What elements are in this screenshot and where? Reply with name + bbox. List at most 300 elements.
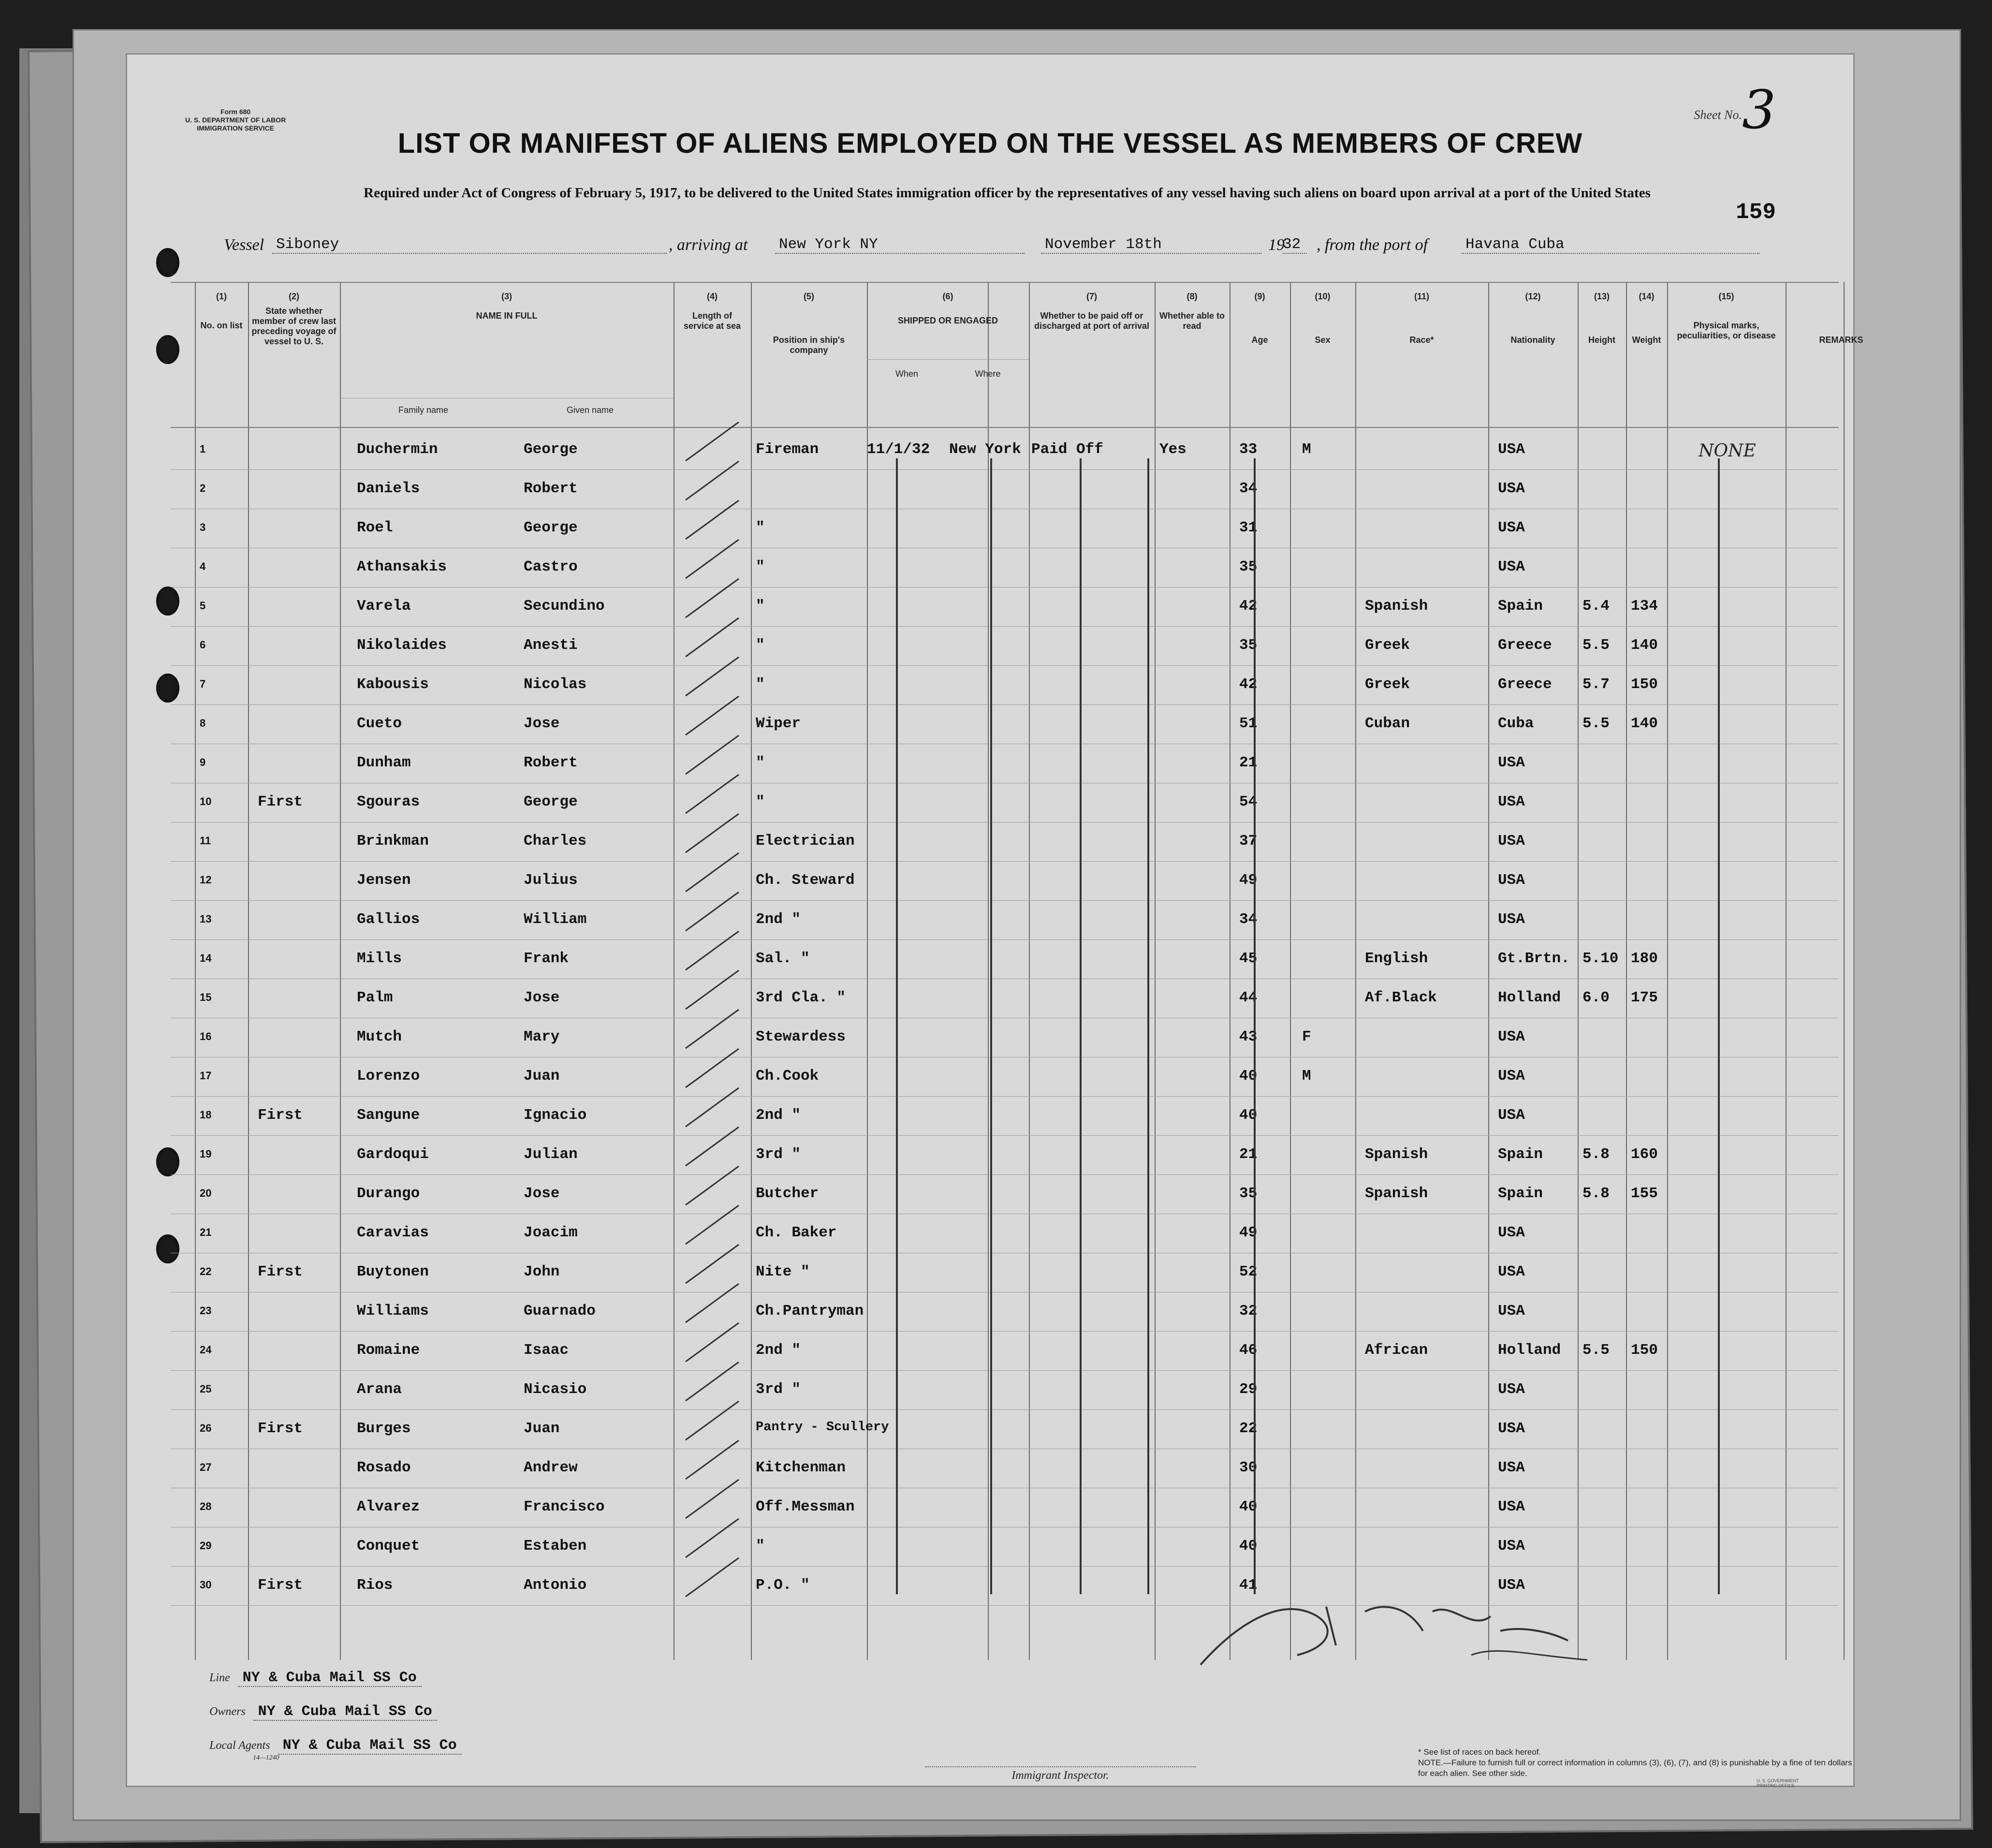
family-name: Alvarez bbox=[357, 1498, 420, 1515]
given-name: Joacim bbox=[524, 1224, 578, 1241]
position: 2nd " bbox=[756, 1107, 801, 1124]
column-header-c7: Whether to be paid off or discharged at port of arrival bbox=[1034, 311, 1150, 331]
race: Cuban bbox=[1365, 715, 1410, 732]
family-name: Conquet bbox=[357, 1538, 420, 1555]
column-number-c5: (5) bbox=[804, 292, 814, 301]
printer-mark: U. S. GOVERNMENT PRINTING OFFICE bbox=[1757, 1778, 1799, 1788]
nationality: Spain bbox=[1498, 1146, 1543, 1163]
service-tick-mark bbox=[683, 1399, 741, 1442]
ditto-line-paid bbox=[1080, 458, 1082, 1594]
age: 35 bbox=[1239, 1185, 1258, 1202]
given-name: Frank bbox=[524, 950, 569, 967]
service-tick-mark bbox=[683, 1477, 741, 1521]
column-header-c14: Weight bbox=[1632, 335, 1661, 345]
age: 40 bbox=[1239, 1068, 1258, 1085]
voyage-cell: First bbox=[258, 1420, 303, 1437]
row-number: 4 bbox=[200, 560, 206, 572]
family-name: Lorenzo bbox=[357, 1068, 420, 1085]
nationality: USA bbox=[1498, 1068, 1525, 1085]
nationality: USA bbox=[1498, 1028, 1525, 1045]
age: 37 bbox=[1239, 833, 1258, 850]
vessel-line bbox=[224, 236, 1771, 265]
position: Fireman bbox=[756, 441, 819, 458]
age: 43 bbox=[1239, 1028, 1258, 1045]
position: Ch.Cook bbox=[756, 1068, 819, 1085]
weight: 180 bbox=[1631, 950, 1658, 967]
age: 31 bbox=[1239, 519, 1258, 536]
given-name: George bbox=[524, 441, 578, 458]
physical-marks: NONE bbox=[1699, 441, 1756, 461]
agents-value: NY & Cuba Mail SS Co bbox=[278, 1737, 462, 1755]
weight: 160 bbox=[1631, 1146, 1658, 1163]
line-value: NY & Cuba Mail SS Co bbox=[238, 1670, 422, 1687]
column-number-c1: (1) bbox=[216, 292, 227, 301]
row-number: 20 bbox=[200, 1187, 212, 1199]
family-name: Gallios bbox=[357, 911, 420, 928]
family-name: Durango bbox=[357, 1185, 420, 1202]
given-name: Julius bbox=[524, 872, 578, 889]
service-tick-mark bbox=[683, 694, 741, 737]
ditto-line-read bbox=[1147, 458, 1149, 1594]
nationality: USA bbox=[1498, 911, 1525, 928]
ditto-line-marks bbox=[1718, 458, 1720, 1594]
manifest-sheet bbox=[126, 53, 1863, 1788]
row-number: 13 bbox=[200, 913, 212, 925]
weight: 134 bbox=[1631, 598, 1658, 615]
year-prefix: 19 bbox=[1268, 236, 1285, 254]
manifest-footer bbox=[209, 1660, 1852, 1788]
age: 49 bbox=[1239, 1224, 1258, 1241]
nationality: USA bbox=[1498, 558, 1525, 575]
family-name: Burges bbox=[357, 1420, 411, 1437]
given-name: Robert bbox=[524, 754, 578, 771]
service-tick-mark bbox=[683, 1085, 741, 1129]
owners-label: Owners bbox=[209, 1705, 246, 1718]
nationality: USA bbox=[1498, 480, 1525, 497]
row-number: 21 bbox=[200, 1226, 212, 1238]
race: English bbox=[1365, 950, 1428, 967]
column-header-c6: SHIPPED OR ENGAGED bbox=[897, 316, 998, 325]
given-name: Secundino bbox=[524, 598, 605, 615]
nationality: USA bbox=[1498, 872, 1525, 889]
nationality: Spain bbox=[1498, 1185, 1543, 1202]
service-tick-mark bbox=[683, 1046, 741, 1090]
family-name: Cueto bbox=[357, 715, 402, 732]
family-name: Brinkman bbox=[357, 833, 429, 850]
given-name: Jose bbox=[524, 715, 560, 732]
nationality: Spain bbox=[1498, 598, 1543, 615]
nationality: USA bbox=[1498, 1224, 1525, 1241]
given-name: Andrew bbox=[524, 1459, 578, 1476]
nationality: Greece bbox=[1498, 637, 1552, 654]
line-row bbox=[209, 1670, 422, 1686]
column-number-c12: (12) bbox=[1525, 292, 1541, 301]
given-name: Julian bbox=[524, 1146, 578, 1163]
voyage-cell: First bbox=[258, 1577, 303, 1594]
column-subheader-c6b: Where bbox=[975, 369, 1001, 379]
year: 32 bbox=[1283, 236, 1307, 254]
service-tick-mark bbox=[683, 772, 741, 816]
service-tick-mark bbox=[683, 420, 741, 463]
row-number: 19 bbox=[200, 1148, 212, 1160]
ditto-line-when bbox=[896, 458, 898, 1594]
position: 3rd Cla. " bbox=[756, 989, 846, 1006]
age: 30 bbox=[1239, 1459, 1258, 1476]
row-number: 30 bbox=[200, 1579, 212, 1591]
service-tick-mark bbox=[683, 1242, 741, 1286]
age: 35 bbox=[1239, 558, 1258, 575]
voyage-cell: First bbox=[258, 1263, 303, 1280]
height: 5.5 bbox=[1582, 715, 1610, 732]
column-subheader-c3b: Given name bbox=[566, 405, 614, 415]
service-tick-mark bbox=[683, 811, 741, 855]
position: Electrician bbox=[756, 833, 855, 850]
position: 2nd " bbox=[756, 1342, 801, 1359]
given-name: Francisco bbox=[524, 1498, 605, 1515]
nationality: USA bbox=[1498, 1263, 1525, 1280]
nationality: USA bbox=[1498, 1381, 1525, 1398]
race-note: * See list of races on back hereof. bbox=[1418, 1747, 1541, 1757]
family-name: Daniels bbox=[357, 480, 420, 497]
sheet-number: 3 bbox=[1742, 79, 1776, 141]
weight: 150 bbox=[1631, 676, 1658, 693]
ditto-line-where bbox=[990, 458, 992, 1594]
arriving-port: New York NY bbox=[775, 236, 1025, 254]
service-tick-mark bbox=[683, 1516, 741, 1560]
nationality: Greece bbox=[1498, 676, 1552, 693]
nationality: USA bbox=[1498, 1420, 1525, 1437]
family-name: Athansakis bbox=[357, 558, 447, 575]
row-number: 5 bbox=[200, 600, 206, 612]
departure-port: Havana Cuba bbox=[1462, 236, 1759, 254]
given-name: Mary bbox=[524, 1028, 560, 1045]
family-name: Mills bbox=[357, 950, 402, 967]
column-number-c15: (15) bbox=[1718, 292, 1734, 301]
row-number: 9 bbox=[200, 756, 206, 768]
row-number: 3 bbox=[200, 521, 206, 533]
service-tick-mark bbox=[683, 1320, 741, 1364]
age: 44 bbox=[1239, 989, 1258, 1006]
family-name: Palm bbox=[357, 989, 393, 1006]
age: 40 bbox=[1239, 1498, 1258, 1515]
footer-notes bbox=[1418, 1747, 1853, 1779]
column-header-c11: Race* bbox=[1409, 335, 1434, 345]
row-number: 25 bbox=[200, 1383, 212, 1395]
service-tick-mark bbox=[683, 1203, 741, 1247]
age: 52 bbox=[1239, 1263, 1258, 1280]
age: 51 bbox=[1239, 715, 1258, 732]
family-name: Mutch bbox=[357, 1028, 402, 1045]
position: " bbox=[756, 519, 765, 536]
row-number: 6 bbox=[200, 639, 206, 651]
family-name: Rios bbox=[357, 1577, 393, 1594]
crew-table bbox=[127, 282, 1863, 1660]
weight: 140 bbox=[1631, 637, 1658, 654]
age: 40 bbox=[1239, 1107, 1258, 1124]
family-name: Rosado bbox=[357, 1459, 411, 1476]
voyage-cell: First bbox=[258, 793, 303, 810]
age: 34 bbox=[1239, 911, 1258, 928]
service-tick-mark bbox=[683, 733, 741, 777]
height: 5.8 bbox=[1582, 1185, 1610, 1202]
line-label: Line bbox=[209, 1672, 230, 1684]
page-title: LIST OR MANIFEST OF ALIENS EMPLOYED ON THE VESSEL AS MEMBERS OF CREW bbox=[397, 128, 1583, 159]
position: Ch. Steward bbox=[756, 872, 855, 889]
nationality: USA bbox=[1498, 754, 1525, 771]
sex: M bbox=[1302, 1068, 1311, 1085]
age: 22 bbox=[1239, 1420, 1258, 1437]
column-header-c3: NAME IN FULL bbox=[476, 311, 538, 321]
nationality: Holland bbox=[1498, 989, 1561, 1006]
owners-value: NY & Cuba Mail SS Co bbox=[253, 1703, 437, 1721]
age: 49 bbox=[1239, 872, 1258, 889]
height: 5.7 bbox=[1582, 676, 1610, 693]
row-number: 14 bbox=[200, 952, 212, 964]
family-name: Kabousis bbox=[357, 676, 429, 693]
row-number: 23 bbox=[200, 1305, 212, 1317]
nationality: USA bbox=[1498, 1107, 1525, 1124]
given-name: Juan bbox=[524, 1420, 560, 1437]
service-tick-mark bbox=[683, 1125, 741, 1168]
age: 46 bbox=[1239, 1342, 1258, 1359]
nationality: USA bbox=[1498, 793, 1525, 810]
penalty-note: NOTE.—Failure to furnish full or correct information in columns (3), (6), (7), and (8) is punishable by a fine of ten dollars for each alien. See other side. bbox=[1418, 1758, 1852, 1778]
height: 5.10 bbox=[1582, 950, 1619, 967]
paid-off: Paid Off bbox=[1031, 441, 1103, 458]
age: 35 bbox=[1239, 637, 1258, 654]
voyage-cell: First bbox=[258, 1107, 303, 1124]
service-tick-mark bbox=[683, 459, 741, 502]
page-subtitle: Required under Act of Congress of February 5, 1917, to be delivered to the United States immigration officer by the representatives of any vessel having such aliens on board upon arrival at a port of the United States bbox=[364, 185, 1651, 201]
column-number-c11: (11) bbox=[1414, 292, 1430, 301]
family-name: Jensen bbox=[357, 872, 411, 889]
row-number: 1 bbox=[200, 443, 206, 455]
row-number: 18 bbox=[200, 1109, 212, 1121]
given-name: Estaben bbox=[524, 1538, 587, 1555]
column-number-c4: (4) bbox=[707, 292, 718, 301]
nationality: USA bbox=[1498, 441, 1525, 458]
nationality: USA bbox=[1498, 1303, 1525, 1320]
family-name: Buytonen bbox=[357, 1263, 429, 1280]
position: Nite " bbox=[756, 1263, 810, 1280]
given-name: Nicolas bbox=[524, 676, 587, 693]
family-name: Arana bbox=[357, 1381, 402, 1398]
column-subheader-c3a: Family name bbox=[398, 405, 449, 415]
race: Greek bbox=[1365, 637, 1410, 654]
row-number: 10 bbox=[200, 795, 212, 807]
row-number: 17 bbox=[200, 1070, 212, 1082]
given-name: Castro bbox=[524, 558, 578, 575]
column-header-c4: Length of service at sea bbox=[683, 311, 741, 331]
service-tick-mark bbox=[683, 616, 741, 659]
given-name: Isaac bbox=[524, 1342, 569, 1359]
service-tick-mark bbox=[683, 851, 741, 894]
row-number: 16 bbox=[200, 1030, 212, 1042]
column-header-c5: Position in ship's company bbox=[773, 335, 845, 355]
position: 3rd " bbox=[756, 1381, 801, 1398]
nationality: Gt.Brtn. bbox=[1498, 950, 1570, 967]
age: 42 bbox=[1239, 676, 1258, 693]
row-number: 2 bbox=[200, 482, 206, 494]
position: Wiper bbox=[756, 715, 801, 732]
column-header-c9: Age bbox=[1251, 335, 1268, 345]
age: 21 bbox=[1239, 1146, 1258, 1163]
family-name: Varela bbox=[357, 598, 411, 615]
sex: M bbox=[1302, 441, 1311, 458]
row-number: 26 bbox=[200, 1422, 212, 1434]
weight: 140 bbox=[1631, 715, 1658, 732]
height: 5.5 bbox=[1582, 1342, 1610, 1359]
row-number: 27 bbox=[200, 1461, 212, 1473]
age: 34 bbox=[1239, 480, 1258, 497]
family-name: Caravias bbox=[357, 1224, 429, 1241]
nationality: USA bbox=[1498, 1577, 1525, 1594]
row-number: 11 bbox=[200, 835, 211, 847]
column-number-c7: (7) bbox=[1086, 292, 1097, 301]
position: P.O. " bbox=[756, 1577, 810, 1594]
nationality: USA bbox=[1498, 1498, 1525, 1515]
position: " bbox=[756, 754, 765, 771]
weight: 150 bbox=[1631, 1342, 1658, 1359]
vessel-name: Siboney bbox=[272, 236, 667, 254]
position: " bbox=[756, 558, 765, 575]
sheet-no-label: Sheet No. bbox=[1694, 108, 1742, 122]
position: Kitchenman bbox=[756, 1459, 846, 1476]
family-name: Roel bbox=[357, 519, 393, 536]
column-header-c12: Nationality bbox=[1510, 335, 1555, 345]
age: 42 bbox=[1239, 598, 1258, 615]
position: Ch.Pantryman bbox=[756, 1303, 864, 1320]
age: 33 bbox=[1239, 441, 1258, 458]
form-id: Form 680 U. S. DEPARTMENT OF LABOR IMMIGRATION SERVICE bbox=[185, 108, 286, 132]
arrival-date: November 18th bbox=[1041, 236, 1261, 254]
race: Spanish bbox=[1365, 1146, 1428, 1163]
age: 45 bbox=[1239, 950, 1258, 967]
age: 21 bbox=[1239, 754, 1258, 771]
header-rule bbox=[171, 427, 1839, 428]
owners-row bbox=[209, 1703, 437, 1720]
position: " bbox=[756, 598, 765, 615]
given-name: Jose bbox=[524, 989, 560, 1006]
column-subheader-c6a: When bbox=[895, 369, 919, 379]
position: Butcher bbox=[756, 1185, 819, 1202]
column-number-c6: (6) bbox=[942, 292, 953, 301]
race: Greek bbox=[1365, 676, 1410, 693]
row-number: 15 bbox=[200, 991, 212, 1003]
row-number: 28 bbox=[200, 1500, 212, 1512]
service-tick-mark bbox=[683, 1164, 741, 1207]
header-rule bbox=[171, 282, 1839, 283]
inspector-label: Immigrant Inspector. bbox=[925, 1766, 1196, 1782]
family-name: Romaine bbox=[357, 1342, 420, 1359]
able-to-read: Yes bbox=[1159, 441, 1186, 458]
weight: 155 bbox=[1631, 1185, 1658, 1202]
position: Pantry - Scullery bbox=[756, 1420, 889, 1435]
family-name: Sgouras bbox=[357, 793, 420, 810]
column-header-c16: REMARKS bbox=[1819, 335, 1863, 345]
column-number-c10: (10) bbox=[1315, 292, 1331, 301]
arriving-label: , arriving at bbox=[669, 236, 748, 254]
from-label: , from the port of bbox=[1317, 236, 1428, 254]
service-tick-mark bbox=[683, 1555, 741, 1599]
column-header-c2: State whether member of crew last preceding voyage of vessel to U. S. bbox=[251, 306, 337, 346]
age: 29 bbox=[1239, 1381, 1258, 1398]
nationality: USA bbox=[1498, 519, 1525, 536]
column-number-c3: (3) bbox=[501, 292, 512, 301]
age: 32 bbox=[1239, 1303, 1258, 1320]
service-tick-mark bbox=[683, 968, 741, 1012]
service-tick-mark bbox=[683, 1281, 741, 1325]
given-name: Anesti bbox=[524, 637, 578, 654]
position: " bbox=[756, 1538, 765, 1555]
agents-label: Local Agents bbox=[209, 1739, 270, 1752]
given-name: John bbox=[524, 1263, 560, 1280]
row-number: 29 bbox=[200, 1540, 212, 1552]
sex: F bbox=[1302, 1028, 1311, 1045]
family-name: Dunham bbox=[357, 754, 411, 771]
ditto-line-sex bbox=[1254, 458, 1256, 1594]
given-name: George bbox=[524, 519, 578, 536]
row-number: 7 bbox=[200, 678, 206, 690]
family-name: Duchermin bbox=[357, 441, 438, 458]
race: Af.Black bbox=[1365, 989, 1437, 1006]
column-header-c8: Whether able to read bbox=[1159, 311, 1225, 331]
column-number-c13: (13) bbox=[1594, 292, 1610, 301]
column-number-c2: (2) bbox=[289, 292, 299, 301]
stamp-number: 159 bbox=[1736, 200, 1776, 225]
weight: 175 bbox=[1631, 989, 1658, 1006]
family-name: Gardoqui bbox=[357, 1146, 429, 1163]
row-number: 12 bbox=[200, 874, 212, 886]
column-header-c10: Sex bbox=[1315, 335, 1331, 345]
row-number: 8 bbox=[200, 717, 206, 729]
position: " bbox=[756, 637, 765, 654]
nationality: USA bbox=[1498, 1459, 1525, 1476]
nationality: Cuba bbox=[1498, 715, 1534, 732]
position: Stewardess bbox=[756, 1028, 846, 1045]
position: 2nd " bbox=[756, 911, 801, 928]
agents-row bbox=[209, 1737, 462, 1754]
column-number-c14: (14) bbox=[1639, 292, 1655, 301]
position: Ch. Baker bbox=[756, 1224, 837, 1241]
given-name: Juan bbox=[524, 1068, 560, 1085]
race: African bbox=[1365, 1342, 1428, 1359]
vessel-label: Vessel bbox=[224, 236, 264, 254]
nationality: Holland bbox=[1498, 1342, 1561, 1359]
service-tick-mark bbox=[683, 890, 741, 933]
agents-code: 14—1240 bbox=[253, 1754, 279, 1761]
given-name: Ignacio bbox=[524, 1107, 587, 1124]
given-name: Guarnado bbox=[524, 1303, 596, 1320]
given-name: Jose bbox=[524, 1185, 560, 1202]
column-header-c15: Physical marks, peculiarities, or disease bbox=[1677, 321, 1776, 340]
height: 5.4 bbox=[1582, 598, 1610, 615]
position: Off.Messman bbox=[756, 1498, 855, 1515]
family-name: Williams bbox=[357, 1303, 429, 1320]
column-number-c8: (8) bbox=[1186, 292, 1198, 301]
family-name: Nikolaides bbox=[357, 637, 447, 654]
given-name: Antonio bbox=[524, 1577, 587, 1594]
service-tick-mark bbox=[683, 576, 741, 620]
given-name: George bbox=[524, 793, 578, 810]
height: 5.8 bbox=[1582, 1146, 1610, 1163]
service-tick-mark bbox=[683, 1438, 741, 1481]
race: Spanish bbox=[1365, 598, 1428, 615]
subheader-rule bbox=[867, 359, 1029, 360]
position: " bbox=[756, 793, 765, 810]
given-name: Nicasio bbox=[524, 1381, 587, 1398]
age: 54 bbox=[1239, 793, 1258, 810]
